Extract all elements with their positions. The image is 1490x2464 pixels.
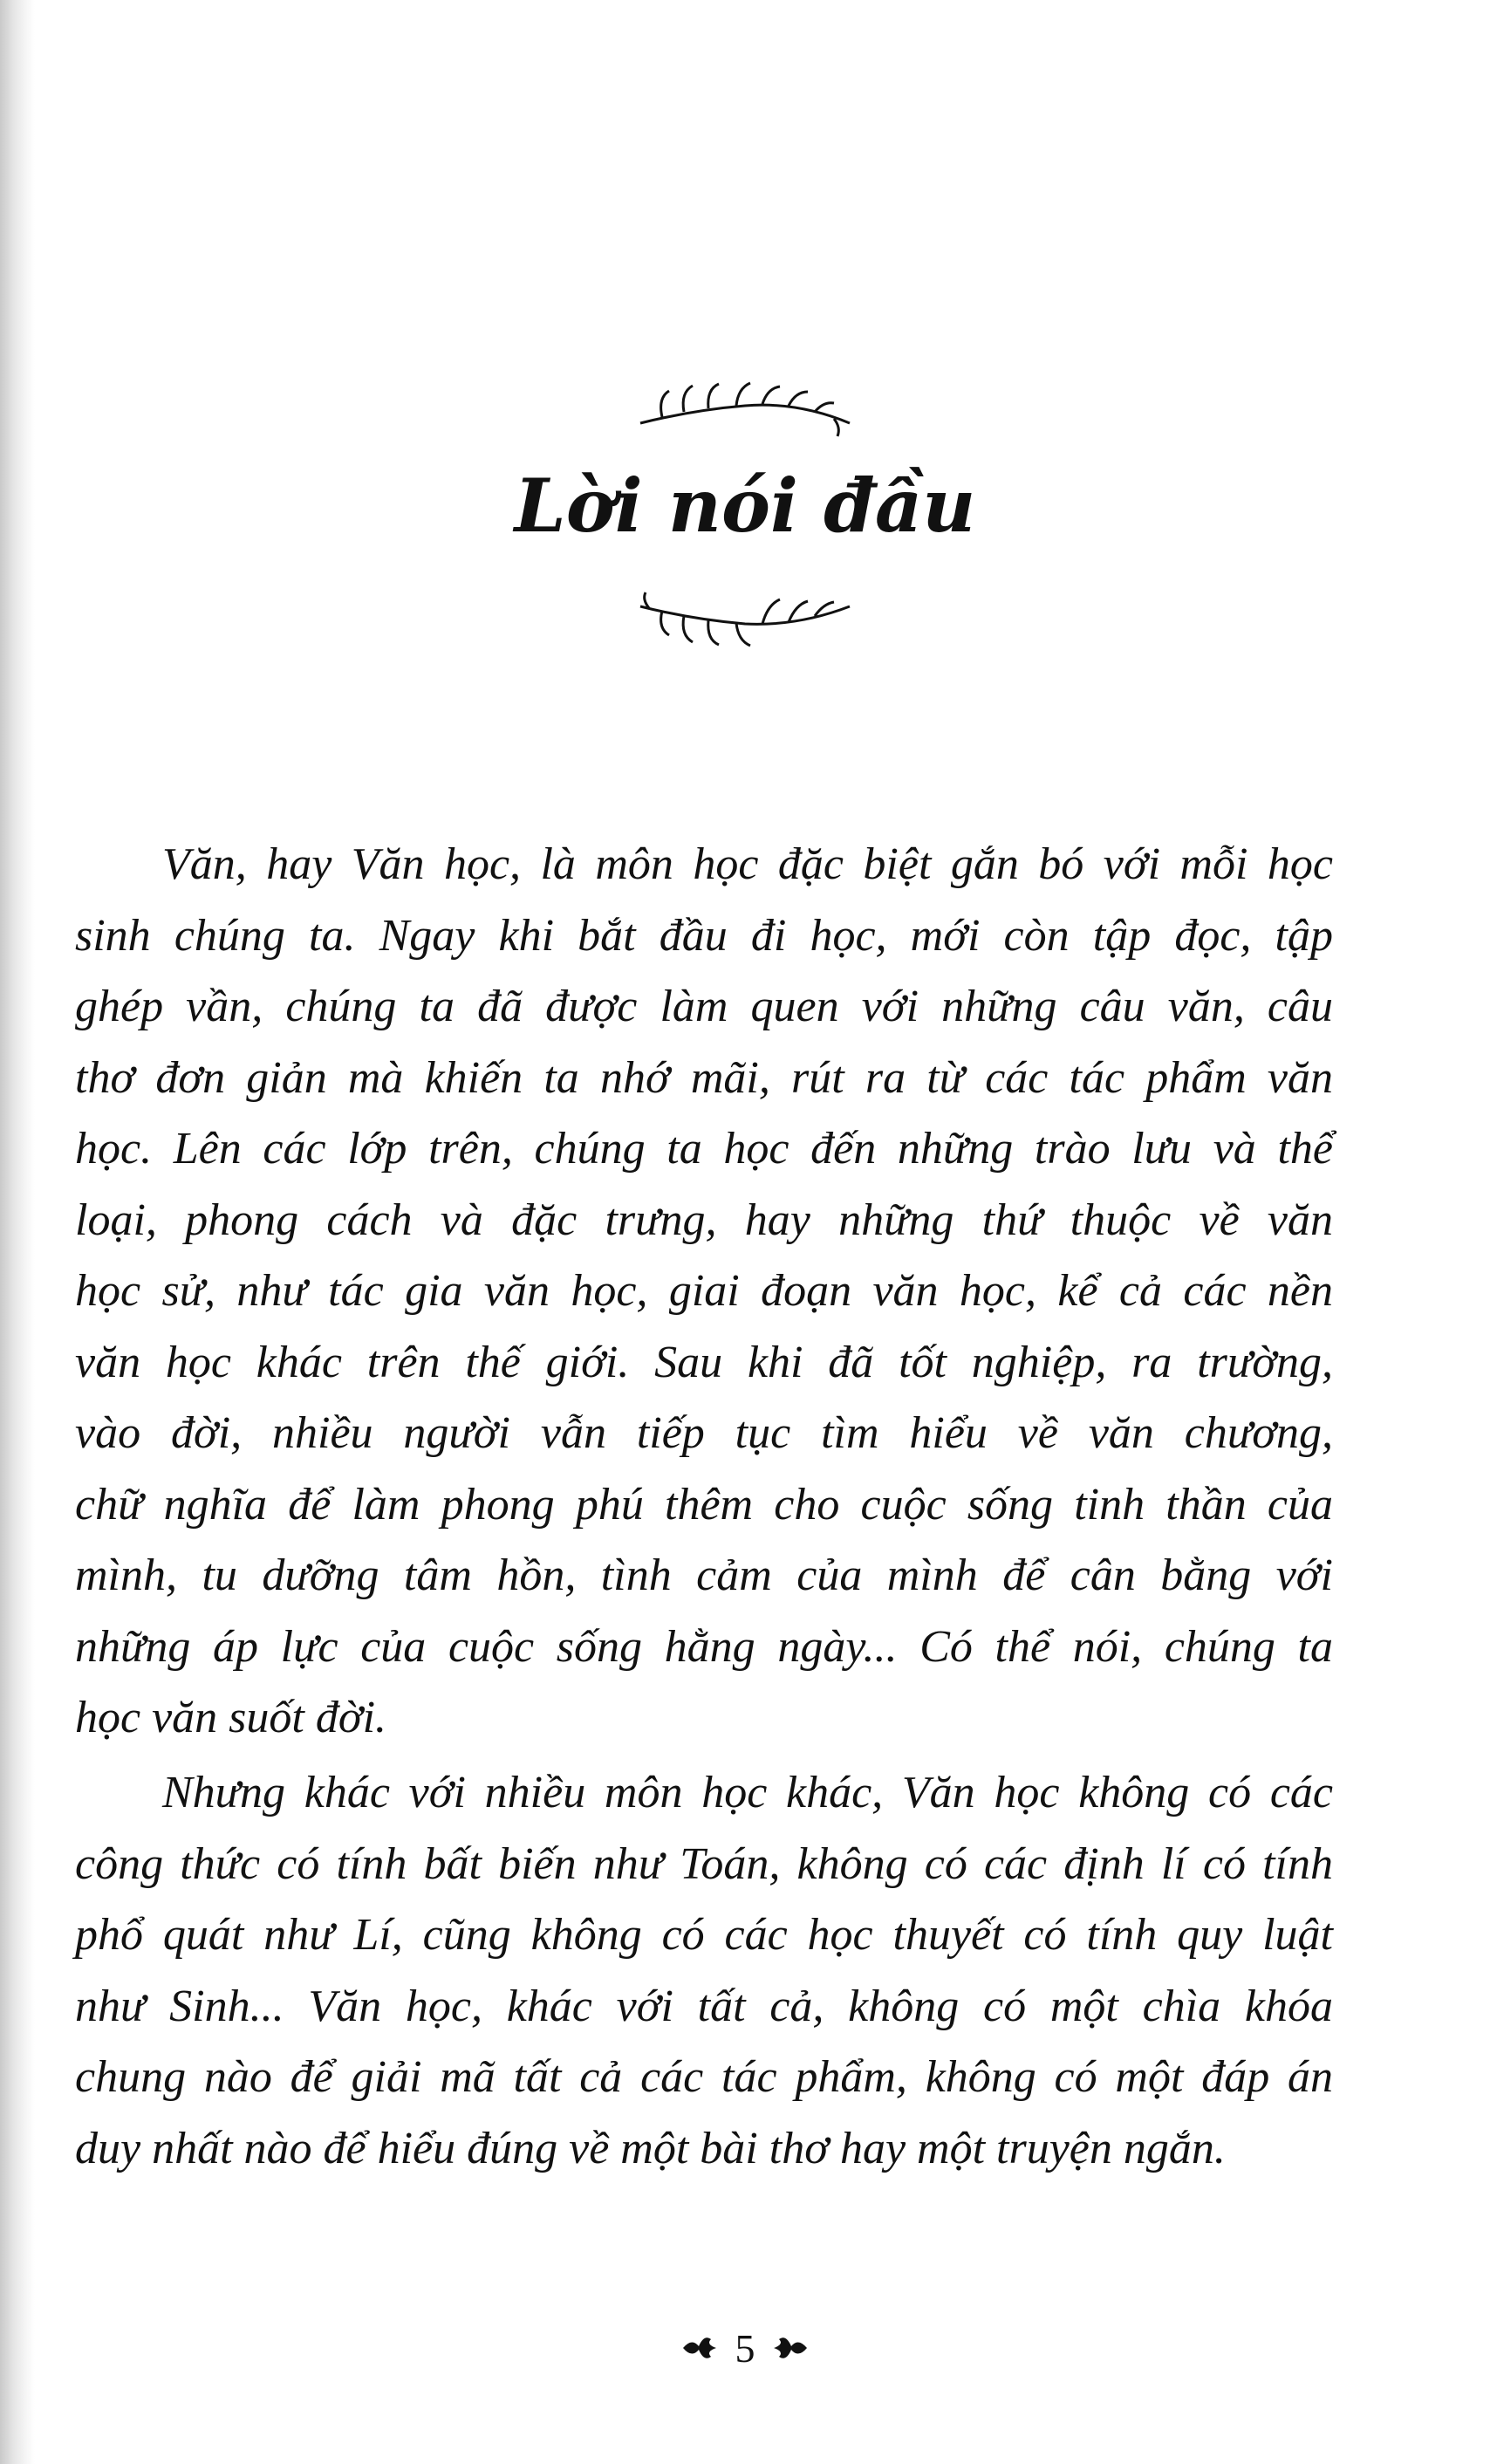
page-number-footer (0, 2321, 1490, 2372)
text-line: như Sinh... Văn học, khác với tất cả, không có một chìa khóa (75, 1981, 1333, 2031)
text-line: công thức có tính bất biến như Toán, không có các định lí có tính (75, 1838, 1333, 1889)
text-line: những áp lực của cuộc sống hằng ngày... Có thể nói, chúng ta (75, 1621, 1333, 1672)
page-number: 5 (735, 2325, 755, 2371)
text-line: phổ quát như Lí, cũng không có các học thuyết có tính quy luật (75, 1910, 1333, 1960)
text-line: văn học khác trên thế giới. Sau khi đã tốt nghiệp, ra trường, (75, 1337, 1333, 1387)
text-line: duy nhất nào để hiểu đúng về một bài thơ hay một truyện ngắn. (75, 2123, 1226, 2173)
text-line: loại, phong cách và đặc trưng, hay những thứ thuộc về văn (75, 1194, 1333, 1245)
flourish-right-icon (765, 2331, 809, 2365)
book-spine-shadow (0, 0, 35, 2464)
page-title: Lời nói đầu (514, 462, 976, 549)
text-line: chung nào để giải mã tất cả các tác phẩm, không có một đáp án (75, 2052, 1333, 2102)
paragraph-1 (75, 829, 1333, 1754)
vine-ornament-bottom-icon (632, 585, 858, 654)
flourish-left-icon (681, 2331, 725, 2365)
text-line: mình, tu dưỡng tâm hồn, tình cảm của mình để cân bằng với (75, 1550, 1333, 1600)
paragraph-2 (75, 1757, 1333, 2184)
text-line: sinh chúng ta. Ngay khi bắt đầu đi học, mới còn tập đọc, tập (75, 910, 1333, 961)
text-line: chữ nghĩa để làm phong phú thêm cho cuộc sống tinh thần của (75, 1479, 1333, 1530)
text-line: Văn, hay Văn học, là môn học đặc biệt gắn bó với mỗi học (162, 839, 1333, 889)
vine-ornament-top-icon (632, 375, 858, 445)
text-line: vào đời, nhiều người vẫn tiếp tục tìm hiểu về văn chương, (75, 1408, 1333, 1458)
text-line: học. Lên các lớp trên, chúng ta học đến những trào lưu và thể (75, 1124, 1333, 1174)
text-line: học sử, như tác gia văn học, giai đoạn văn học, kể cả các nền (75, 1266, 1333, 1316)
text-line: Nhưng khác với nhiều môn học khác, Văn học không có các (162, 1768, 1333, 1817)
text-line: thơ đơn giản mà khiến ta nhớ mãi, rút ra từ các tác phẩm văn (75, 1052, 1333, 1103)
text-line: học văn suốt đời. (75, 1693, 387, 1742)
text-line: ghép vần, chúng ta đã được làm quen với những câu văn, câu (75, 982, 1333, 1031)
